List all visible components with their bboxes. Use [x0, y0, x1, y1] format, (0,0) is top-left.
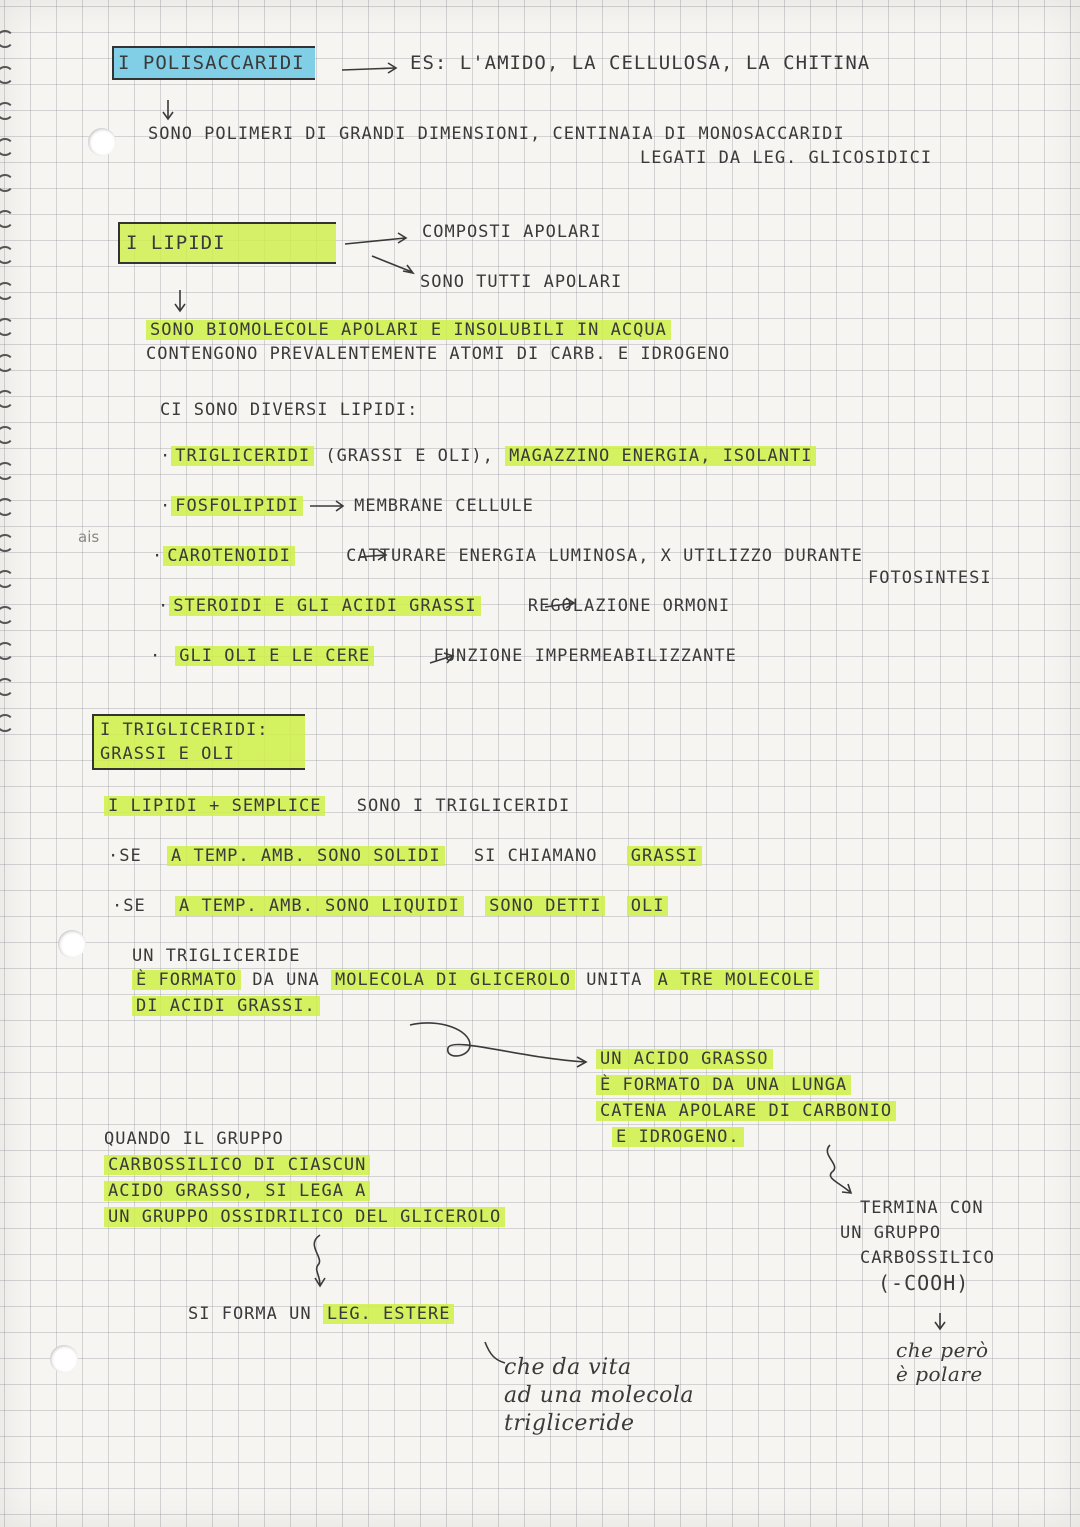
termina-note: TERMINA CON UN GRUPPO CARBOSSILICO (-COOH) [840, 1198, 995, 1295]
lipidi-title: I LIPIDI [118, 232, 336, 254]
lipid-item-oli-cere: · GLI OLI E LE CERE FUNZIONE IMPERMEABILIZZANTE [150, 646, 737, 666]
trigliceridi-line1: I LIPIDI + SEMPLICE SONO I TRIGLICERIDI [104, 796, 570, 816]
polisaccaridi-examples: ES: L'AMIDO, LA CELLULOSA, LA CHITINA [410, 52, 871, 74]
trigliceridi-bullet1: ·SE A TEMP. AMB. SONO SOLIDI SI CHIAMANO GRASSI [108, 846, 702, 866]
quando-paragraph: QUANDO IL GRUPPO CARBOSSILICO DI CIASCUN ACIDO GRASSO, SI LEGA A UN GRUPPO OSSIDRILICO DEL GLICEROLO [104, 1126, 505, 1230]
margin-note: ais [78, 528, 100, 546]
result-note: che da vita ad una molecola trigliceride [504, 1355, 695, 1436]
trigliceridi-bullet2: ·SE A TEMP. AMB. SONO LIQUIDI SONO DETTI OLI [112, 896, 668, 916]
acido-grasso-def: UN ACIDO GRASSO È FORMATO DA UNA LUNGA CATENA APOLARE DI CARBONIO E IDROGENO. [596, 1046, 896, 1150]
trigliceride-def-line1: UN TRIGLICERIDE [132, 946, 301, 966]
lipidi-desc-line1: SONO BIOMOLECOLE APOLARI E INSOLUBILI IN ACQUA [146, 320, 671, 340]
lipidi-branch2: SONO TUTTI APOLARI [420, 272, 623, 292]
polisaccaridi-desc-line1: SONO POLIMERI DI GRANDI DIMENSIONI, CENTINAIA DI MONOSACCARIDI [148, 124, 845, 144]
trigliceridi-title: I TRIGLICERIDI: GRASSI E OLI [92, 714, 305, 770]
leg-estere-line: SI FORMA UN LEG. ESTERE [188, 1304, 454, 1324]
lipid-item-carotenoidi-desc2: FOTOSINTESI [868, 568, 992, 588]
lipidi-branch1: COMPOSTI APOLARI [422, 222, 602, 242]
polisaccaridi-title: I POLISACCARIDI [112, 52, 315, 74]
lipidi-intro: CI SONO DIVERSI LIPIDI: [160, 400, 419, 420]
lipid-item-fosfolipidi: · FOSFOLIPIDI MEMBRANE CELLULE [160, 496, 534, 516]
polisaccaridi-desc-line2: LEGATI DA LEG. GLICOSIDICI [640, 148, 933, 168]
lipidi-desc-line2: CONTENGONO PREVALENTEMENTE ATOMI DI CARB. E IDROGENO [146, 344, 731, 364]
lipid-item-carotenoidi: · CAROTENOIDI CATTURARE ENERGIA LUMINOSA, X UTILIZZO DURANTE [152, 546, 863, 566]
lipid-item-steroidi: · STEROIDI E GLI ACIDI GRASSI REGOLAZIONE ORMONI [158, 596, 731, 616]
trigliceride-def-line2: È FORMATO DA UNA MOLECOLA DI GLICEROLO UNITA A TRE MOLECOLE [132, 970, 819, 990]
lipid-item-trigliceridi: · TRIGLICERIDI (GRASSI E OLI), MAGAZZINO ENERGIA, ISOLANTI [160, 446, 816, 466]
trigliceride-def-line3: DI ACIDI GRASSI. [132, 996, 320, 1016]
polar-note: che però è polare [896, 1338, 989, 1386]
